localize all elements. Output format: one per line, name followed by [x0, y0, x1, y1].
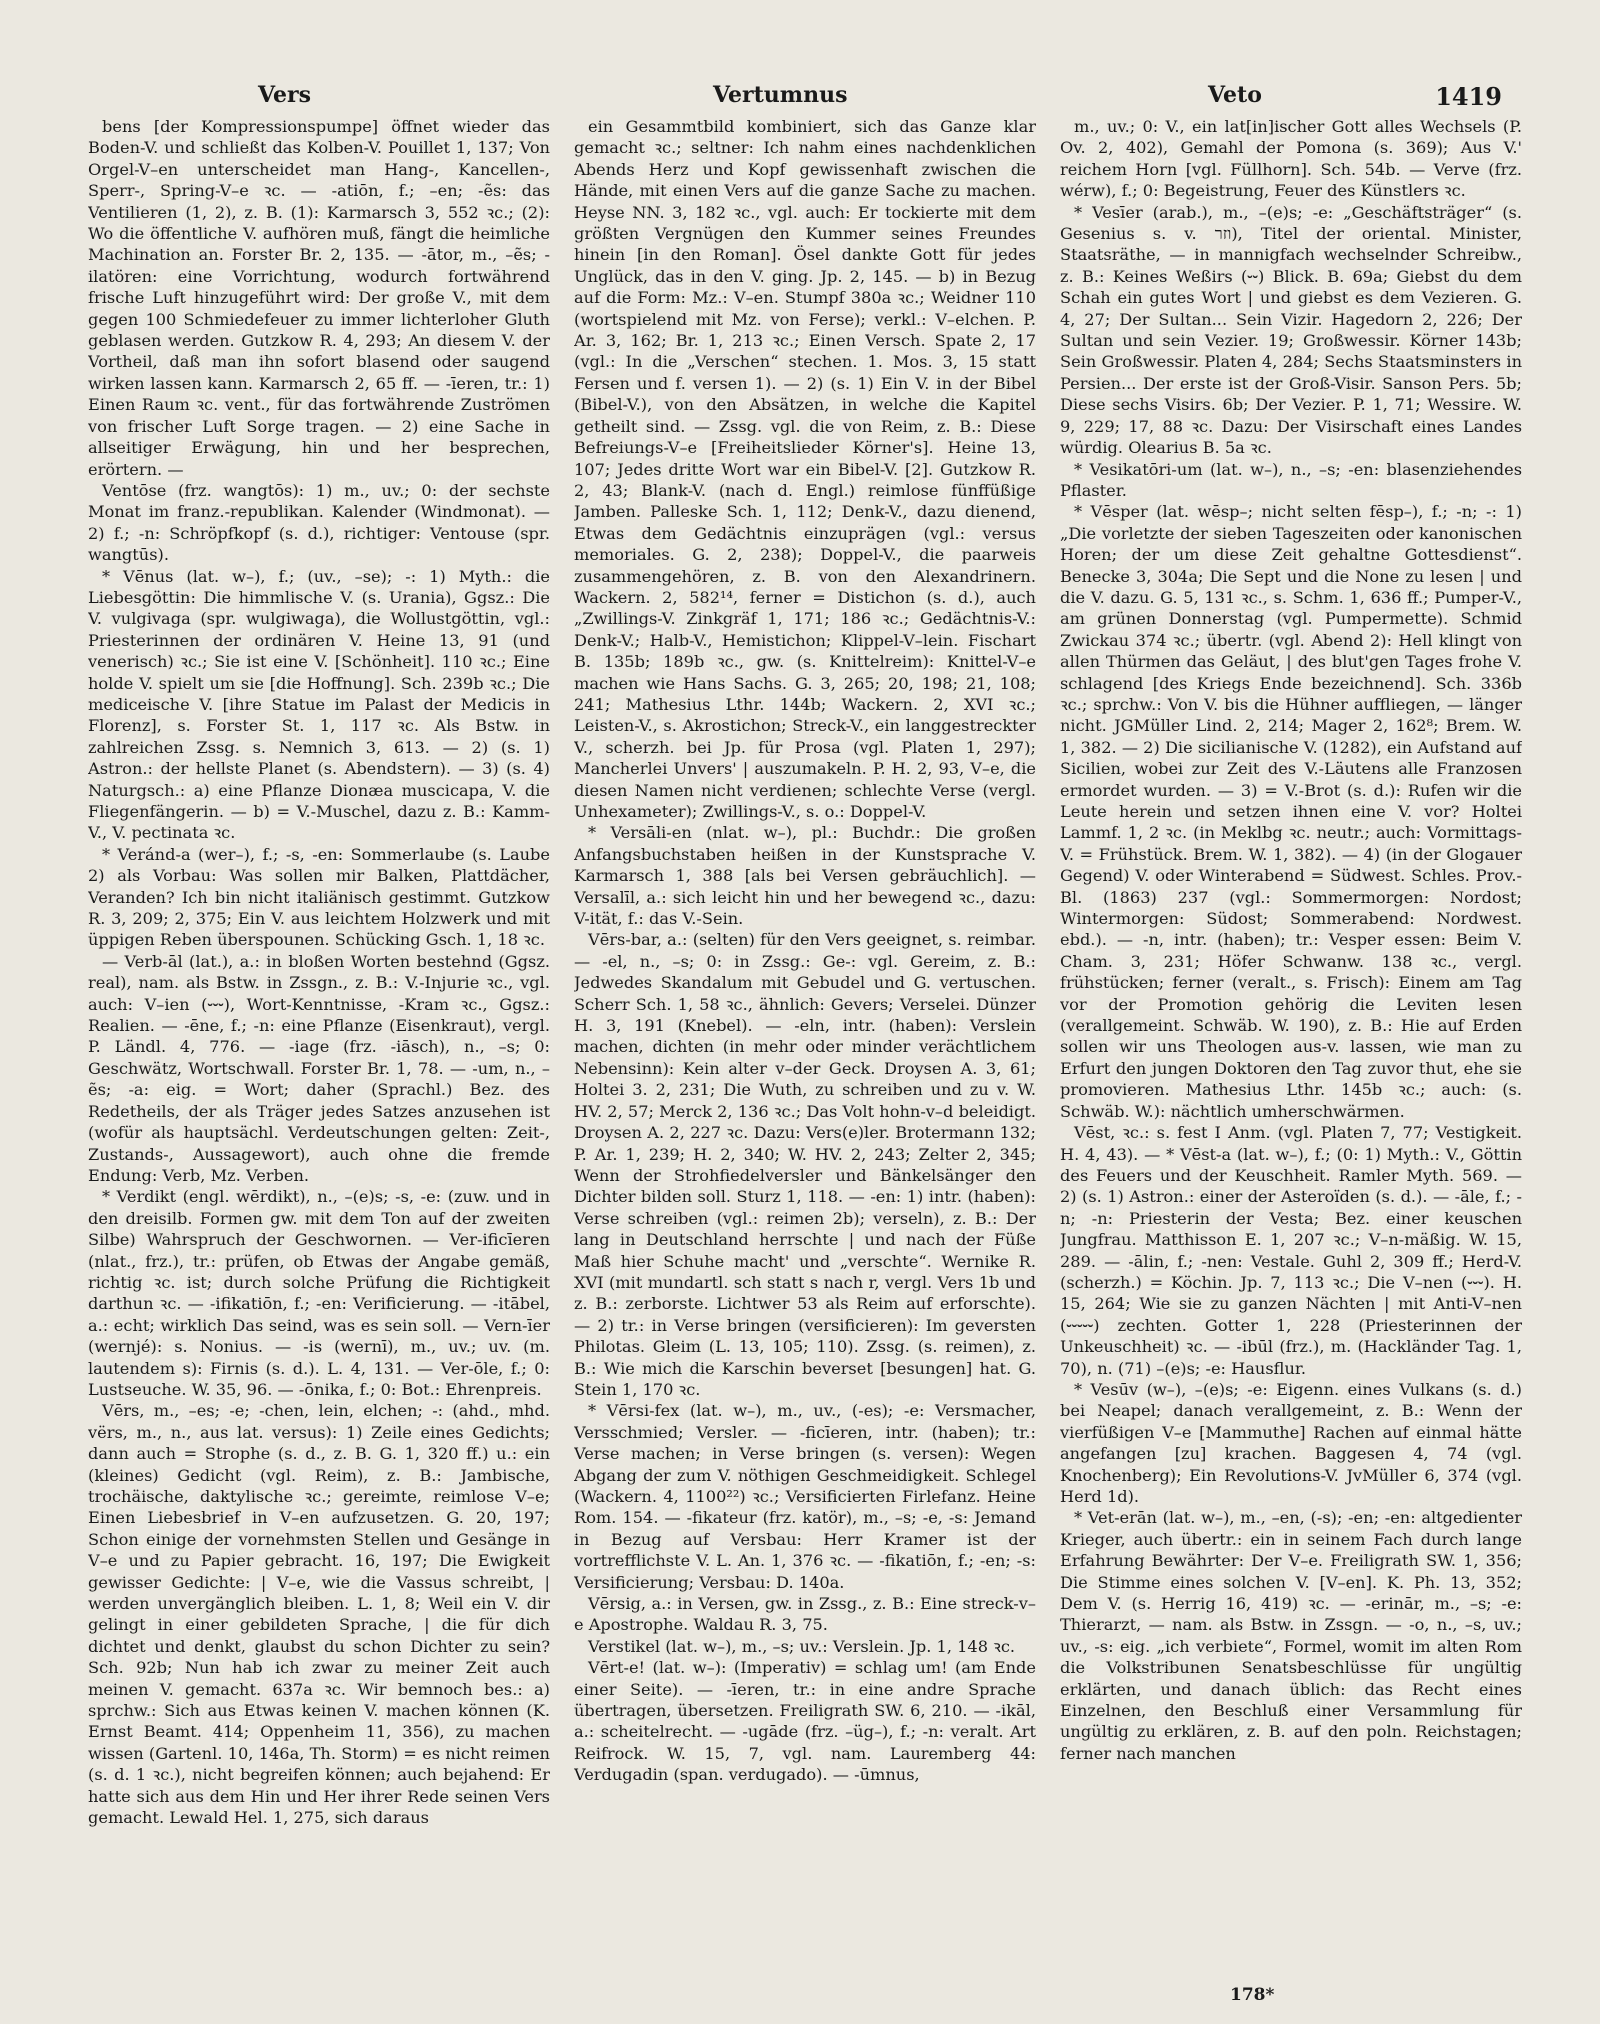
dictionary-entry: m., uv.; 0: V., ein lat[in]ischer Gott alles Wechsels (P. Ov. 2, 402), Gemahl der Pomona (s. 369); Aus V.' reichem Horn [vgl. Füllhorn]. Sch. 54b. — Verve (frz. wérw), f.; 0: Begeistrung, Feuer des Künstlers ꝛc. [1060, 117, 1522, 201]
dictionary-entry: Vērs-bar, a.: (selten) für den Vers geeignet, s. reimbar. — -el, n., –s; 0: in Zssg.: Ge-: vgl. Gereim, z. B.: Jedwedes Skandalum mit Gebudel und G. vertuschen. Scherr Sch. 1, 58 ꝛc., ähnlich: Gevers; Verselei. Dünzer H. 3, 191 (Knebel). — -eln, intr. (haben): Verslein machen, dichten (in mehr oder minder verächtlichem Nebensinn): Kein alter v–der Geck. Droysen A. 3, 61; Holtei 3. 2, 231; Die Wuth, zu schreiben und zu v. W. HV. 2, 57; Merck 2, 136 ꝛc.; Das Volt hohn-v–d beleidigt. Droysen A. 2, 227 ꝛc. Dazu: Vers(e)ler. Brotermann 132; P. Ar. 1, 239; H. 2, 340; W. HV. 2, 243; Zelter 2, 345; Wenn der Strohfiedelversler und Bänkelsänger den Dichter bilden soll. Sturz 1, 118. — -en: 1) intr. (haben): Verse schreiben (vgl.: reimen 2b); verseln), z. B.: Der lang in Deutschland herrschte | und nach der Füße Maß hier Schuhe macht' und „verschte“. Wernike R. XVI (mit mundartl. sch statt s nach r, vergl. Vers 1b und z. B.: zerborste. Lichtwer 53 als Reim auf erforschte). — 2) tr.: in Verse bringen (versificieren): Im geversten Philotas. Gleim (L. 13, 105; 110). Zssg. (s. reimen), z. B.: Wie mich die Karschin beverset [besungen] hat. G. Stein 1, 170 ꝛc. [574, 930, 1036, 1399]
dictionary-entry: * Verdikt (engl. wērdikt), n., –(e)s; -s, -e: (zuw. und in den dreisilb. Formen gw. mit dem Ton auf der zweiten Silbe) Wahrspruch der Geschwornen. — Ver-ificīeren (nlat., frz.), tr.: prüfen, ob Etwas der Angabe gemäß, richtig ꝛc. ist; durch solche Prüfung die Richtigkeit darthun ꝛc. — -ifikatiōn, f.; -en: Verificierung. — -itābel, a.: echt; wirklich Das seind, was es sein soll. — Vern-īer (wernjé): s. Nonius. — -is (wernī), m., uv.; uv. (m. lautendem s): Firnis (s. d.). L. 4, 131. — Ver-ōle, f.; 0: Lustseuche. W. 35, 96. — -ōnika, f.; 0: Bot.: Ehrenpreis. [88, 1187, 550, 1399]
dictionary-entry: * Vet-erān (lat. w–), m., –en, (-s); -en; -en: altgedienter Krieger, auch übertr.: ein in seinem Fach durch lange Erfahrung Bewährter: Der V–e. Freiligrath SW. 1, 356; Die Stimme eines solchen V. [V–en]. K. Ph. 13, 352; Dem V. (s. Herrig 16, 419) ꝛc. — -erinār, m., –s; -e: Thierarzt, — nam. als Bstw. in Zssgn. — -o, n., –s, uv.; uv., -s: eig. „ich verbiete“, Formel, womit im alten Rom die Volkstribunen Senatsbeschlüsse für ungültig erklärten, und danach üblich: das Recht eines Einzelnen, den Beschluß einer Versammlung für ungültig zu erklären, z. B. auf den poln. Reichstagen; ferner nach manchen [1060, 1508, 1522, 1763]
dictionary-entry: Vēst, ꝛc.: s. fest I Anm. (vgl. Platen 7, 77; Vestigkeit. H. 4, 43). — * Vēst-a (lat. w–), f.; (0: 1) Myth.: V., Göttin des Feuers und der Keuschheit. Ramler Myth. 569. — 2) (s. 1) Astron.: einer der Asteroïden (s. d.). — -āle, f.; -n; -n: Priesterin der Vesta; Bez. einer keuschen Jungfrau. Matthisson E. 1, 207 ꝛc.; V–n-mäßig. W. 15, 289. — -ālin, f.; -nen: Vestale. Guhl 2, 309 ff.; Herd-V. (scherzh.) = Köchin. Jp. 7, 113 ꝛc.; Die V–nen (⏑⏑⏑). H. 15, 264; Wie sie zu ganzen Nächten | mit Anti-V–nen (⏑⏑⏑⏑⏑) zechten. Gotter 1, 228 (Priesterinnen der Unkeuschheit) ꝛc. — -ibūl (frz.), m. (Hackländer Tag. 1, 70), n. (71) –(e)s; -e: Hausflur. [1060, 1123, 1522, 1378]
dictionary-entry: * Vesikatōri-um (lat. w–), n., –s; -en: blasenziehendes Pflaster. [1060, 459, 1522, 500]
dictionary-entry: Ventōse (frz. wangtōs): 1) m., uv.; 0: der sechste Monat im franz.-republikan. Kalender (Windmonat). — 2) f.; -n: Schröpfkopf (s. d.), richtiger: Ventouse (spr. wangtūs). [88, 480, 550, 565]
column-left [88, 116, 550, 1976]
dictionary-entry: ein Gesammtbild kombiniert, sich das Ganze klar gemacht ꝛc.; seltner: Ich nahm eines nachdenklichen Abends Herz und Kopf gewissenhaft zwischen die Hände, mit einen Vers auf die ganze Sache zu machen. Heyse NN. 3, 182 ꝛc., vgl. auch: Er tockierte mit dem größten Vergnügen den Kummer seines Freundes hinein [in den Roman]. Ösel dankte Gott für jedes Unglück, das in den V. ging. Jp. 2, 145. — b) in Bezug auf die Form: Mz.: V–en. Stumpf 380a ꝛc.; Weidner 110 (wortspielend mit Mz. von Ferse); verkl.: V–elchen. P. Ar. 3, 162; Br. 1, 213 ꝛc.; Einen Versch. Spate 2, 17 (vgl.: In die „Verschen“ stechen. 1. Mos. 3, 15 statt Fersen und f. versen 1). — 2) (s. 1) Ein V. in der Bibel (Bibel-V.), von den Absätzen, in welche die Kapitel getheilt sind. — Zssg. vgl. die von Reim, z. B.: Diese Befreiungs-V–e [Freiheitslieder Körner's]. Heine 13, 107; Jedes dritte Wort war ein Bibel-V. [2]. Gutzkow R. 2, 43; Blank-V. (nach d. Engl.) reimlose fünffüßige Jamben. Palleske Sch. 1, 112; Denk-V., dazu dienend, Etwas dem Gedächtnis einzuprägen (vgl.: versus memoriales. G. 2, 238); Doppel-V., die paarweis zusammengehören, z. B. von den Alexandrinern. Wackern. 2, 582¹⁴, ferner = Distichon (s. d.), auch „Zwillings-V. Zinkgräf 1, 171; 186 ꝛc.; Gedächtnis-V.: Denk-V.; Halb-V., Hemistichon; Klippel-V–lein. Fischart B. 135b; 189b ꝛc., gw. (s. Knittelreim): Knittel-V–e machen wie Hans Sachs. G. 3, 265; 20, 198; 21, 108; 241; Mathesius Lthr. 144b; Wackern. 2, XVI ꝛc.; Leisten-V., s. Akrostichon; Streck-V., ein langgestreckter V., scherzh. bei Jp. für Prosa (vgl. Platen 1, 297); Mancherlei Unvers' | auszumakeln. P. H. 2, 93, V–e, die diesen Namen nicht verdienen; schlechte Verse (vergl. Unhexameter); Zwillings-V., s. o.: Doppel-V. [574, 117, 1036, 821]
dictionary-entry: * Vēnus (lat. w–), f.; (uv., –se); -: 1) Myth.: die Liebesgöttin: Die himmlische V. (s. Urania), Ggsz.: Die V. vulgivaga (spr. wulgiwaga), die Wollustgöttin, vgl.: Priesterinnen der ordinären V. Heine 13, 91 (und venerisch) ꝛc.; Sie ist eine V. [Schönheit]. 110 ꝛc.; Eine holde V. spielt um sie [die Hoffnung]. Sch. 239b ꝛc.; Die mediceische V. [ihre Statue im Palast der Medicis in Florenz], s. Forster St. 1, 117 ꝛc. Als Bstw. in zahlreichen Zssg. s. Nemnich 3, 613. — 2) (s. 1) Astron.: der hellste Planet (s. Abendstern). — 3) (s. 4) Naturgsch.: a) eine Pflanze Dionæa muscicapa, V. die Fliegenfängerin. — b) = V.-Muschel, dazu z. B.: Kamm-V., V. pectinata ꝛc. [88, 566, 550, 843]
dictionary-entry: * Veránd-a (wer–), f.; -s, -en: Sommerlaube (s. Laube 2) als Vorbau: Was sollen mir Balken, Plattdächer, Veranden? Ich bin nicht italiänisch gestimmt. Gutzkow R. 3, 209; 2, 375; Ein V. aus leichtem Holzwerk und mit üppigen Reben überspounen. Schücking Gsch. 1, 18 ꝛc. [88, 844, 550, 950]
header-center-guide-word: Vertumnus [713, 82, 848, 108]
page-number: 1419 [1435, 82, 1502, 111]
dictionary-entry: * Vērsi-fex (lat. w–), m., uv., (-es); -e: Versmacher, Versschmied; Versler. — -ficīeren, intr. (haben); tr.: Verse machen; in Verse bringen (s. versen): Wegen Abgang der zum V. nöthigen Geschmeidigkeit. Schlegel (Wackern. 4, 1100²²) ꝛc.; Versificierten Firlefanz. Heine Rom. 154. — -fikateur (frz. katör), m., –s; -e, -s: Jemand in Bezug auf Versbau: Herr Kramer ist der vortrefflichste V. L. An. 1, 376 ꝛc. — -fikatiōn, f.; -en; -s: Versificierung; Versbau: D. 140a. [574, 1401, 1036, 1592]
sheet-signature: 178* [1230, 1985, 1275, 2005]
dictionary-entry: * Vēsper (lat. wēsp–; nicht selten fēsp–), f.; -n; -: 1) „Die vorletzte der sieben Tageszeiten oder kanonischen Horen; der um diese Zeit gehaltne Gottesdienst“. Benecke 3, 304a; Die Sept und die None zu lesen | und die V. dazu. G. 5, 131 ꝛc., s. Schm. 1, 636 ff.; Pumper-V., am grünen Donnerstag (vgl. Pumpermette). Schmid Zwickau 374 ꝛc.; übertr. (vgl. Abend 2): Hell klingt von allen Thürmen das Geläut, | des blut'gen Tages frohe V. schlagend [des Kriegs Ende bezeichnend]. Sch. 336b ꝛc.; sprchw.: Von V. bis die Hühner auffliegen, — länger nicht. JGMüller Lind. 2, 214; Mager 2, 162⁸; Brem. W. 1, 382. — 2) Die sicilianische V. (1282), ein Aufstand auf Sicilien, wobei zur Zeit des V.-Läutens alle Franzosen ermordet wurden. — 3) = V.-Brot (s. d.): Rufen wir die Leute herein und setzen ihnen eine V. vor? Holtei Lammf. 1, 2 ꝛc. (in Meklbg ꝛc. neutr.; auch: Vormittags-V. = Frühstück. Brem. W. 1, 382). — 4) (in der Glogauer Gegend) V. oder Winterabend = Südwest. Schles. Prov.-Bl. (1863) 237 (vgl.: Sommermorgen: Nordost; Wintermorgen: Südost; Sommerabend: Nordwest. ebd.). — -n, intr. (haben); tr.: Vesper essen: Beim V. Cham. 3, 231; Höfer Schwanw. 138 ꝛc., vergl. frühstücken; ferner (veralt., s. Frisch): Einem am Tag vor der Promotion gehörig die Leviten lesen (verallgemeint. Schwäb. W. 190), z. B.: Hie auf Erden sollen wir uns Theologen aus-v. lassen, wie man zu Erfurt den jungen Doktoren den Tag zuvor thut, ehe sie promovieren. Mathesius Lthr. 145b ꝛc.; auch: (s. Schwäb. W.): nächtlich umherschwärmen. [1060, 502, 1522, 1121]
dictionary-entry: — Verb-āl (lat.), a.: in bloßen Worten bestehnd (Ggsz. real), nam. als Bstw. in Zssgn., z. B.: V.-Injurie ꝛc., vgl. auch: V–ien (⏑⏑⏑), Wort-Kenntnisse, -Kram ꝛc., Ggsz.: Realien. — -ēne, f.; -n: eine Pflanze (Eisenkraut), vergl. P. Ländl. 4, 776. — -iage (frz. -iāsch), n., –s; 0: Geschwätz, Wortschwall. Forster Br. 1, 78. — -um, n., –ẽs; -a: eig. = Wort; daher (Sprachl.) Bez. des Redetheils, der als Träger jedes Satzes anzusehen ist (wofür als hauptsächl. Verdeutschungen gelten: Zeit-, Zustands-, Aussagewort), auch ohne die fremde Endung: Verb, Mz. Verben. [88, 951, 550, 1185]
column-right [1060, 116, 1522, 1976]
header-right-guide-word: Veto [1208, 82, 1262, 108]
dictionary-entry: * Vesūv (w–), –(e)s; -e: Eigenn. eines Vulkans (s. d.) bei Neapel; danach verallgemeint, z. B.: Wenn der vierfüßigen V–e [Mammuthe] Rachen auf einmal hätte angefangen [zu] krachen. Baggesen 4, 74 (vgl. Knochenberg); Ein Revolutions-V. JvMüller 6, 374 (vgl. Herd 1d). [1060, 1379, 1522, 1506]
dictionary-entry: * Vesīer (arab.), m., –(e)s; -e: „Geschäftsträger“ (s. Gesenius s. v. ‏וזר‏), Titel der oriental. Minister, Staatsräthe, — in mannigfach wechselnder Schreibw., z. B.: Keines Weßirs (⏑⏑) Blick. B. 69a; Giebst du dem Schah ein gutes Wort | und giebst es dem Vezieren. G. 4, 27; Der Sultan... Sein Vizir. Hagedorn 2, 226; Der Sultan und sein Vezier. 19; Großwessir. Körner 143b; Sein Großwessir. Platen 4, 284; Sechs Staatsminsters in Persien... Der erste ist der Groß-Visir. Sanson Pers. 5b; Diese sechs Visirs. 6b; Der Vezier. P. 1, 71; Wessire. W. 9, 229; 17, 88 ꝛc. Dazu: Der Visirschaft eines Landes würdig. Olearius B. 5a ꝛc. [1060, 202, 1522, 458]
column-middle [574, 116, 1036, 1976]
dictionary-entry: Vērsig, a.: in Versen, gw. in Zssg., z. B.: Eine streck-v–e Apostrophe. Waldau R. 3, 75. [574, 1594, 1036, 1635]
dictionary-entry: Vērs, m., –es; -e; -chen, lein, elchen; -: (ahd., mhd. vërs, m., n., aus lat. versus): 1) Zeile eines Gedichts; dann auch = Strophe (s. d., z. B. G. 1, 320 ff.) u.: ein (kleines) Gedicht (vgl. Reim), z. B.: Jambische, trochäische, daktylische ꝛc.; gereimte, reimlose V–e; Einen Liebesbrief in V–en aufzusetzen. G. 20, 197; Schon einige der vornehmsten Stellen und Gesänge in V–e und zu Papier gebracht. 16, 197; Die Ewigkeit gewisser Gedichte: | V–e, wie die Vassus schreibt, | werden unvergänglich bleiben. L. 1, 8; Weil ein V. dir gelingt in einer gebildeten Sprache, | die für dich dichtet und denkt, glaubst du schon Dichter zu sein? Sch. 92b; Nun hab ich zwar zu meiner Zeit auch meinen V. gemacht. 637a ꝛc. Wir bemnoch bes.: a) sprchw.: Sich aus Etwas keinen V. machen können (K. Ernst Beamt. 414; Oppenheim 11, 356), zu machen wissen (Gartenl. 10, 146a, Th. Storm) = es nicht reimen (s. d. 1 ꝛc.), nicht begreifen können; auch bejahend: Er hatte sich aus dem Hin und Her ihrer Rede seinen Vers gemacht. Lewald Hel. 1, 275, sich daraus [88, 1401, 550, 1828]
dictionary-entry: * Versāli-en (nlat. w–), pl.: Buchdr.: Die großen Anfangsbuchstaben heißen in der Kunstsprache V. Karmarsch 1, 388 [als bei Versen gebräuchlich]. — Versalīl, a.: sich leicht hin und her bewegend ꝛc., dazu: V-ität, f.: das V.-Sein. [574, 823, 1036, 929]
dictionary-entry: Vērt-e! (lat. w–): (Imperativ) = schlag um! (am Ende einer Seite). — -īeren, tr.: in eine andre Sprache übertragen, übersetzen. Freiligrath SW. 6, 210. — -ikāl, a.: scheitelrecht. — -ugāde (frz. –üg–), f.; -n: veralt. Art Reifrock. W. 15, 7, vgl. nam. Lauremberg 44: Verdugadin (span. verdugado). — -ūmnus, [574, 1658, 1036, 1785]
text-columns [88, 116, 1522, 1976]
header-left-guide-word: Vers [258, 82, 312, 108]
dictionary-entry: Verstikel (lat. w–), m., –s; uv.: Verslein. Jp. 1, 148 ꝛc. [588, 1636, 1016, 1656]
running-header [88, 64, 1522, 116]
dictionary-entry: bens [der Kompressionspumpe] öffnet wieder das Boden-V. und schließt das Kolben-V. Pouillet 1, 137; Von Orgel-V–en unterscheidet man Hang-, Kancellen-, Sperr-, Spring-V–e ꝛc. — -atiōn, f.; –en; -ẽs: das Ventilieren (1, 2), z. B. (1): Karmarsch 3, 552 ꝛc.; (2): Wo die öffentliche V. aufhören muß, fängt die heimliche Machination an. Forster Br. 2, 135. — -ātor, m., –ẽs; -ilatören: eine Vorrichtung, wodurch fortwährend frische Luft hinzugeführt wird: Der große V., mit dem gegen 100 Schmiedefeuer zu immer lichterloher Gluth geblasen werden. Gutzkow R. 4, 293; An diesem V. der Vortheil, daß man ihn sofort blasend oder saugend wirken lassen kann. Karmarsch 2, 65 ff. — -īeren, tr.: 1) Einen Raum ꝛc. vent., für das fortwährende Zuströmen von frischer Luft Sorge tragen. — 2) eine Sache in allseitiger Erwägung, hin und her besprechen, erörtern. — [88, 117, 550, 479]
